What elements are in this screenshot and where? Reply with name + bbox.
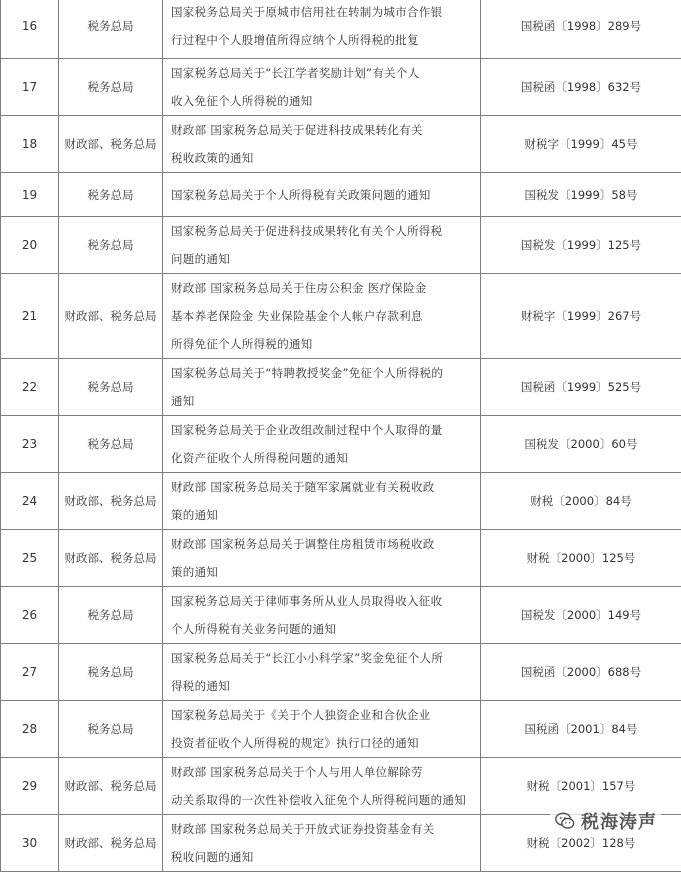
issuing-authority: 税务总局 [59,0,163,59]
document-title: 国家税务总局关于促进科技成果转化有关个人所得税 问题的通知 [163,217,481,274]
table-row [1,644,681,701]
issuing-authority: 财政部、税务总局 [59,815,163,872]
row-number: 23 [1,416,59,473]
document-number: 国税函〔1998〕632号 [481,59,681,116]
table-row [1,530,681,587]
row-number: 30 [1,815,59,872]
issuing-authority: 税务总局 [59,217,163,274]
row-number: 21 [1,274,59,359]
document-number: 财税〔2001〕157号 [481,758,681,815]
issuing-authority: 税务总局 [59,59,163,116]
document-number: 财税〔2000〕125号 [481,530,681,587]
table-row [1,416,681,473]
table-row [1,587,681,644]
issuing-authority: 税务总局 [59,587,163,644]
table-row [1,0,681,59]
issuing-authority: 财政部、税务总局 [59,473,163,530]
row-number: 17 [1,59,59,116]
document-number: 财税〔2002〕128号 [481,815,681,872]
row-number: 29 [1,758,59,815]
issuing-authority: 税务总局 [59,701,163,758]
row-number: 18 [1,116,59,173]
table-body [1,0,681,872]
document-number: 国税函〔1999〕525号 [481,359,681,416]
row-number: 25 [1,530,59,587]
document-number: 国税发〔2000〕149号 [481,587,681,644]
document-title: 国家税务总局关于原城市信用社在转制为城市合作银 行过程中个人股增值所得应纳个人所得税的批复 [163,0,481,59]
document-number: 国税函〔2000〕688号 [481,644,681,701]
table-row [1,217,681,274]
document-title: 国家税务总局关于企业改组改制过程中个人取得的量 化资产征收个人所得税问题的通知 [163,416,481,473]
issuing-authority: 税务总局 [59,416,163,473]
document-title: 国家税务总局关于《关于个人独资企业和合伙企业 投资者征收个人所得税的规定》执行口径的通知 [163,701,481,758]
document-number: 国税发〔2000〕60号 [481,416,681,473]
table-row [1,359,681,416]
row-number: 22 [1,359,59,416]
row-number: 16 [1,0,59,59]
document-title: 财政部 国家税务总局关于个人与用人单位解除劳 动关系取得的一次性补偿收入征免个人所得税问题的通知 [163,758,481,815]
row-number: 28 [1,701,59,758]
issuing-authority: 财政部、税务总局 [59,116,163,173]
document-number: 国税函〔2001〕84号 [481,701,681,758]
watermark [550,806,661,836]
document-title: 财政部 国家税务总局关于开放式证券投资基金有关 税收问题的通知 [163,815,481,872]
document-number: 财税字〔1999〕45号 [481,116,681,173]
document-title: 财政部 国家税务总局关于调整住房租赁市场税收政 策的通知 [163,530,481,587]
document-number: 财税字〔1999〕267号 [481,274,681,359]
issuing-authority: 财政部、税务总局 [59,530,163,587]
document-title: 国家税务总局关于律师事务所从业人员取得收入征收 个人所得税有关业务问题的通知 [163,587,481,644]
document-title: 国家税务总局关于个人所得税有关政策问题的通知 [163,173,481,217]
issuing-authority: 税务总局 [59,644,163,701]
watermark-text: 税海涛声 [581,808,657,834]
table-row [1,59,681,116]
row-number: 19 [1,173,59,217]
row-number: 20 [1,217,59,274]
issuing-authority: 财政部、税务总局 [59,758,163,815]
table-row [1,274,681,359]
document-title: 财政部 国家税务总局关于促进科技成果转化有关 税收政策的通知 [163,116,481,173]
document-title: 财政部 国家税务总局关于住房公积金 医疗保险金 基本养老保险金 失业保险基金个人帐户存款利息 所得免征个人所得税的通知 [163,274,481,359]
document-number: 国税函〔1998〕289号 [481,0,681,59]
document-title: 国家税务总局关于“特聘教授奖金”免征个人所得税的 通知 [163,359,481,416]
table-row [1,173,681,217]
row-number: 24 [1,473,59,530]
document-title: 国家税务总局关于“长江学者奖励计划”有关个人 收入免征个人所得税的通知 [163,59,481,116]
row-number: 26 [1,587,59,644]
table-row [1,116,681,173]
issuing-authority: 税务总局 [59,359,163,416]
document-number: 国税发〔1999〕58号 [481,173,681,217]
wechat-icon [554,810,576,832]
row-number: 27 [1,644,59,701]
document-title: 财政部 国家税务总局关于随军家属就业有关税收政 策的通知 [163,473,481,530]
document-number: 国税发〔1999〕125号 [481,217,681,274]
table-row [1,473,681,530]
issuing-authority: 财政部、税务总局 [59,274,163,359]
issuing-authority: 税务总局 [59,173,163,217]
document-number: 财税〔2000〕84号 [481,473,681,530]
document-title: 国家税务总局关于“长江小小科学家”奖金免征个人所 得税的通知 [163,644,481,701]
table-row [1,701,681,758]
